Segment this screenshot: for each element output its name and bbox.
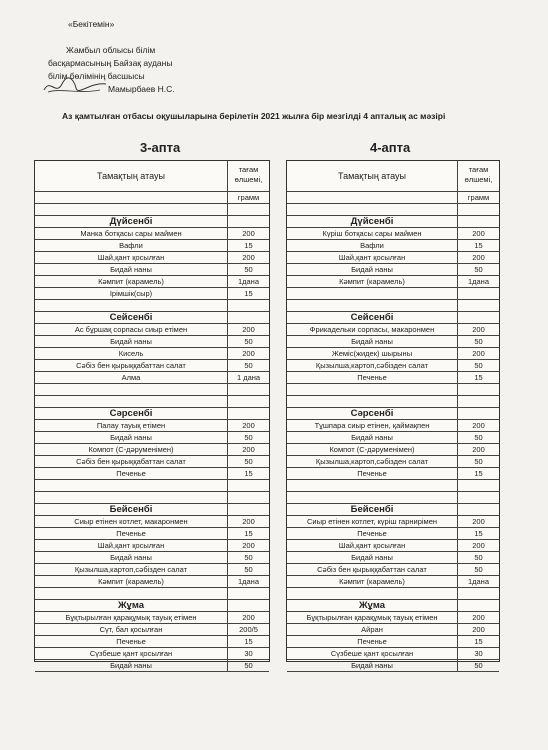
day-name: Жұма [287,600,458,611]
dish-name: Бидай наны [287,432,458,443]
dish-qty: 1дана [467,277,490,286]
table-row [35,420,269,432]
dish-qty: 15 [244,241,253,250]
table-row [35,228,269,240]
day-row [287,600,499,612]
dish-name: Қызылша,картоп,сәбізден салат [287,456,458,467]
table-row [35,612,269,624]
dish-name: Бидай наны [287,336,458,347]
spacer-row [287,288,499,300]
week-title: 4-апта [370,140,411,155]
dish-name: Бұқтырылған қарақұмық тауық етімен [287,612,458,623]
dish-qty: 50 [474,337,483,346]
spacer-row [35,492,269,504]
table-row [35,456,269,468]
dish-qty: 50 [474,433,483,442]
table-row [35,516,269,528]
column-header-name: Тамақтың атауы [35,161,228,191]
dish-name: Компот (С-дәруменімен) [287,444,458,455]
table-row [35,288,269,300]
dish-name: Печенье [287,636,458,647]
day-qty-blank [458,408,499,419]
table-row [35,660,269,672]
dish-qty: 50 [474,565,483,574]
dish-name: Печенье [287,372,458,383]
approval-line: Мамырбаев Н.С. [108,84,175,94]
table-row [287,264,499,276]
table-row [287,432,499,444]
spacer-row [35,396,269,408]
spacer-cell [287,300,458,311]
dish-name: Шай,қант қосылған [35,540,228,551]
dish-qty: 15 [474,469,483,478]
day-row [35,504,269,516]
dish-qty: 200 [242,421,255,430]
spacer-cell [458,396,499,407]
dish-name: Кәмпит (карамель) [35,276,228,287]
dish-qty: 50 [474,661,483,670]
dish-name: Қызылша,картоп,сәбізден салат [287,360,458,371]
dish-qty: 50 [244,265,253,274]
day-row [35,408,269,420]
table-row [287,348,499,360]
spacer-cell [458,588,499,599]
dish-name: Ас бұршақ сорпасы сиыр етімен [35,324,228,335]
spacer-cell [458,480,499,491]
table-row [287,276,499,288]
table-row [35,540,269,552]
approval-title: «Бекітемін» [68,19,115,29]
dish-qty: 15 [244,637,253,646]
table-header-unit [35,192,269,204]
dish-qty: 15 [244,469,253,478]
table-row [287,528,499,540]
dish-name: Бидай наны [35,264,228,275]
spacer-cell [35,204,228,215]
table-row [35,444,269,456]
table-row [287,552,499,564]
dish-qty: 15 [474,637,483,646]
dish-qty: 50 [244,337,253,346]
table-row [35,468,269,480]
dish-name: Печенье [35,636,228,647]
spacer-row [35,588,269,600]
column-header-unit: грамм [237,193,260,202]
menu-table [34,160,270,670]
dish-qty: 200 [472,541,485,550]
dish-name: Шай,қант қосылған [287,540,458,551]
spacer-cell [228,480,269,491]
table-header-unit [287,192,499,204]
dish-name: Вафли [35,240,228,251]
table-row [287,516,499,528]
dish-name: Сүт, бал қосылған [35,624,228,635]
table-row [35,648,269,660]
dish-name: Шай,қант қосылған [35,252,228,263]
table-row [35,348,269,360]
day-qty-blank [458,312,499,323]
dish-name: Сиыр етінен котлет, макаронмен [35,516,228,527]
day-row [35,600,269,612]
document-title: Аз қамтылған отбасы оқушыларына берілетін 2021 жылға бір мезгілді 4 апталық ас мәзірі [62,111,446,121]
table-header [35,161,269,192]
dish-name: Бидай наны [287,552,458,563]
spacer-cell [287,204,458,215]
spacer-cell [35,492,228,503]
spacer-cell [35,300,228,311]
dish-qty: 50 [474,553,483,562]
dish-qty: 200 [472,253,485,262]
day-name: Сейсенбі [35,312,228,323]
dish-qty: 200 [472,349,485,358]
dish-qty: 200 [242,541,255,550]
dish-qty: 200 [242,445,255,454]
spacer-row [287,384,499,396]
approval-line: Жамбыл облысы білім [66,45,156,55]
spacer-cell [458,300,499,311]
day-name: Бейсенбі [35,504,228,515]
dish-name: Фрикадельки сорпасы, макаронмен [287,324,458,335]
dish-name: Сүзбеше қант қосылған [287,648,458,659]
table-row [287,636,499,648]
week-title: 3-апта [140,140,181,155]
approval-line: басқармасының Байзақ ауданы [48,58,173,68]
dish-name: Бидай наны [35,336,228,347]
table-row [287,372,499,384]
dish-qty: 50 [244,661,253,670]
day-row [287,408,499,420]
dish-name: Сәбіз бен қырыққабаттан салат [287,564,458,575]
day-qty-blank [458,600,499,611]
dish-qty: 200 [472,229,485,238]
day-qty-blank [458,504,499,515]
dish-qty: 50 [244,565,253,574]
day-qty-blank [228,312,269,323]
dish-qty: 30 [244,649,253,658]
dish-qty: 200 [242,229,255,238]
dish-qty: 200 [242,253,255,262]
table-row [35,636,269,648]
spacer-cell [228,384,269,395]
table-row [287,540,499,552]
table-row [287,576,499,588]
approval-line: білім бөлімінің басшысы [48,71,145,81]
spacer-cell [287,288,458,299]
spacer-row [287,588,499,600]
day-row [35,216,269,228]
spacer-row [287,480,499,492]
spacer-cell [458,384,499,395]
dish-qty: 200 [472,325,485,334]
day-qty-blank [458,216,499,227]
day-qty-blank [228,504,269,515]
dish-name: Бұқтырылған қарақұмық тауық етімен [35,612,228,623]
spacer-cell [287,480,458,491]
dish-name: Сиыр етінен котлет, күріш гарнирімен [287,516,458,527]
dish-qty: 30 [474,649,483,658]
menu-table [286,160,500,670]
dish-qty: 15 [474,241,483,250]
spacer-cell [228,204,269,215]
dish-name: Сүзбеше қант қосылған [35,648,228,659]
dish-qty: 200 [472,445,485,454]
day-qty-blank [228,408,269,419]
day-name: Бейсенбі [287,504,458,515]
table-row [35,276,269,288]
spacer-row [287,204,499,216]
dish-name: Тұшпара сиыр етінен, қаймақпен [287,420,458,431]
spacer-row [35,480,269,492]
spacer-row [287,492,499,504]
table-row [35,264,269,276]
dish-name: Айран [287,624,458,635]
table-row [287,456,499,468]
day-qty-blank [228,600,269,611]
column-header-blank [35,192,228,203]
dish-name: Сәбіз бен қырыққабаттан салат [35,456,228,467]
dish-name: Печенье [287,468,458,479]
column-header-name: Тамақтың атауы [287,161,458,191]
spacer-cell [228,396,269,407]
dish-qty: 200 [242,349,255,358]
table-row [287,444,499,456]
spacer-cell [287,384,458,395]
spacer-row [287,300,499,312]
spacer-row [287,396,499,408]
dish-qty: 1дана [237,277,260,286]
spacer-row [35,300,269,312]
table-row [35,240,269,252]
table-row [35,528,269,540]
spacer-cell [458,492,499,503]
dish-qty: 50 [244,457,253,466]
dish-qty: 50 [474,457,483,466]
dish-name: Қызылша,картоп,сәбізден салат [35,564,228,575]
day-name: Дүйсенбі [35,216,228,227]
spacer-cell [228,300,269,311]
day-row [35,312,269,324]
day-name: Сейсенбі [287,312,458,323]
table-row [287,468,499,480]
dish-name: Печенье [35,528,228,539]
day-name: Сәрсенбі [287,408,458,419]
column-header-qty: тағам өлшемі, [234,165,263,184]
dish-qty: 15 [244,289,253,298]
table-header [287,161,499,192]
spacer-cell [228,492,269,503]
table-row [35,564,269,576]
table-row [35,324,269,336]
spacer-cell [35,588,228,599]
table-row [287,564,499,576]
dish-qty: 1 дана [236,373,261,382]
table-row [287,228,499,240]
dish-qty: 200 [242,325,255,334]
dish-name: Вафли [287,240,458,251]
spacer-cell [35,480,228,491]
table-row [287,624,499,636]
table-row [287,324,499,336]
dish-qty: 50 [474,265,483,274]
spacer-cell [287,492,458,503]
dish-qty: 50 [244,553,253,562]
dish-name: Компот (С-дәруменімен) [35,444,228,455]
table-row [35,360,269,372]
column-header-qty: тағам өлшемі, [464,165,493,184]
table-row [287,252,499,264]
day-name: Жұма [35,600,228,611]
dish-name: Бидай наны [287,264,458,275]
column-header-unit: грамм [467,193,490,202]
day-name: Дүйсенбі [287,216,458,227]
table-row [35,336,269,348]
spacer-cell [458,288,499,299]
dish-name: Ірімшік(сыр) [35,288,228,299]
table-row [35,372,269,384]
table-row [35,576,269,588]
dish-name: Манка ботқасы сары маймен [35,228,228,239]
spacer-cell [458,204,499,215]
dish-qty: 15 [244,529,253,538]
dish-name: Бидай наны [287,660,458,671]
dish-qty: 1дана [467,577,490,586]
dish-qty: 200 [472,613,485,622]
dish-name: Сәбіз бен қырыққабаттан салат [35,360,228,371]
table-row [287,648,499,660]
spacer-cell [287,396,458,407]
dish-qty: 200 [472,517,485,526]
table-row [35,432,269,444]
table-row [35,552,269,564]
table-row [287,660,499,672]
dish-qty: 50 [474,361,483,370]
table-row [287,240,499,252]
column-header-blank [287,192,458,203]
day-qty-blank [228,216,269,227]
dish-name: Печенье [287,528,458,539]
table-row [287,360,499,372]
dish-name: Бидай наны [35,660,228,671]
signature [40,74,110,98]
dish-qty: 200 [242,517,255,526]
dish-qty: 15 [474,373,483,382]
dish-name: Жеміс(жидек) шырыны [287,348,458,359]
dish-name: Бидай наны [35,552,228,563]
dish-name: Бидай наны [35,432,228,443]
dish-name: Печенье [35,468,228,479]
table-row [287,420,499,432]
day-name: Сәрсенбі [35,408,228,419]
dish-qty: 200/5 [239,625,258,634]
dish-name: Шай,қант қосылған [287,252,458,263]
spacer-cell [35,396,228,407]
dish-name: Кәмпит (карамель) [287,276,458,287]
spacer-cell [228,588,269,599]
day-row [287,312,499,324]
spacer-row [35,204,269,216]
dish-qty: 200 [472,421,485,430]
dish-name: Палау тауық етімен [35,420,228,431]
dish-name: Алма [35,372,228,383]
dish-name: Кәмпит (карамель) [287,576,458,587]
table-row [35,252,269,264]
table-row [35,624,269,636]
dish-qty: 1дана [237,577,260,586]
day-row [287,216,499,228]
dish-name: Кәмпит (карамель) [35,576,228,587]
dish-qty: 200 [472,625,485,634]
dish-name: Күріш ботқасы сары маймен [287,228,458,239]
table-row [287,612,499,624]
dish-name: Кисель [35,348,228,359]
spacer-cell [287,588,458,599]
day-row [287,504,499,516]
table-row [287,336,499,348]
dish-qty: 15 [474,529,483,538]
spacer-row [35,384,269,396]
dish-qty: 50 [244,433,253,442]
dish-qty: 50 [244,361,253,370]
spacer-cell [35,384,228,395]
dish-qty: 200 [242,613,255,622]
